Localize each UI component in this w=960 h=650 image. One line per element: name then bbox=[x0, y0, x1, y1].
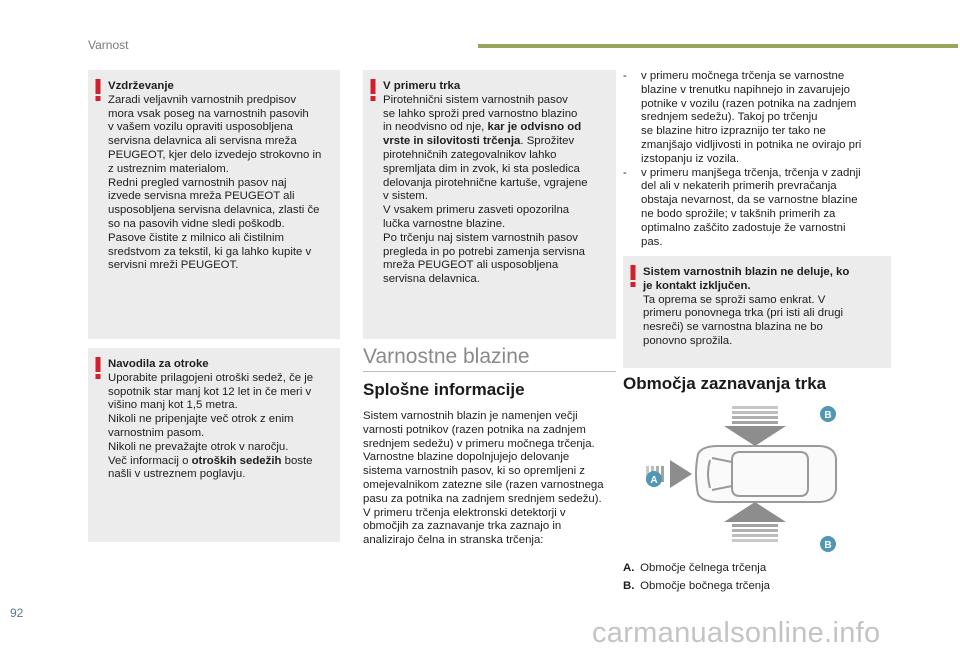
watermark: carmanualsonline.info bbox=[592, 617, 881, 649]
bullet-line: izstopanju iz vozila. bbox=[641, 152, 740, 165]
ignition-line: primeru ponovnega trka (pri isti ali drugi bbox=[643, 307, 844, 320]
bullet-line: v primeru manjšega trčenja, trčenja v zadnji bbox=[641, 166, 861, 179]
bullet-dash: - bbox=[623, 70, 627, 82]
accident-line: se lahko sproži pred varnostno blazino bbox=[383, 107, 578, 120]
children-line: višino manj kot 1,5 metra. bbox=[108, 399, 238, 412]
page-header-title: Varnost bbox=[88, 38, 129, 52]
bullet-item bbox=[623, 70, 893, 167]
text-span: in neodvisno od nje, bbox=[383, 121, 488, 134]
maintenance-line: Zaradi veljavnih varnostnih predpisov bbox=[108, 93, 297, 106]
accident-line: servisna delavnica. bbox=[383, 273, 480, 286]
legend-key: A. bbox=[623, 562, 635, 574]
ignition-line: nesreči) se varnostna blazina ne bo bbox=[643, 321, 823, 334]
body-line: Sistem varnostnih blazin je namenjen večji bbox=[363, 410, 578, 422]
accident-line: pregleda in po potrebi zamenja servisna bbox=[383, 245, 585, 258]
maintenance-line: v vašem vozilu opraviti usposobljena bbox=[108, 121, 293, 134]
body-line: analizirajo čelna in stranska trčenja: bbox=[363, 534, 544, 547]
accident-line bbox=[383, 135, 608, 149]
maintenance-line: Pasove čistite z milnico ali čistilnim bbox=[108, 231, 284, 244]
accident-line: Po trčenju naj sistem varnostnih pasov bbox=[383, 231, 579, 244]
children-line: našli v ustreznem poglavju. bbox=[108, 468, 246, 481]
maintenance-line: servisna delavnica ali servisna mreža bbox=[108, 135, 297, 148]
warning-icon bbox=[95, 79, 101, 101]
bullet-line: ne bodo sprožile; v takšnih primerih za bbox=[641, 207, 836, 220]
accident-line: V vsakem primeru zasveti opozorilna bbox=[383, 204, 570, 217]
maintenance-line: Redni pregled varnostnih pasov naj bbox=[108, 176, 287, 189]
bullet-line: srednjem sedežu). Takoj po trčenju bbox=[641, 111, 818, 124]
maintenance-line: z ustreznim materialom. bbox=[108, 162, 229, 175]
body-line: V primeru trčenja elektronski detektorji v bbox=[363, 506, 566, 519]
children-title: Navodila za otroke bbox=[108, 358, 209, 370]
bullet-line: optimalno zaščito zadostuje že varnostni bbox=[641, 221, 846, 234]
child-seats-link-text: otroških sedežih bbox=[191, 454, 282, 467]
children-line: Uporabite prilagojeni otroški sedež, če je bbox=[108, 371, 314, 384]
airbags-body bbox=[363, 410, 623, 548]
car-top-view-icon bbox=[696, 446, 836, 502]
bullet-line: se blazine hitro izpraznijo ter tako ne bbox=[641, 125, 826, 138]
bullet-line: del ali v nekaterih primerih prevračanja bbox=[641, 180, 837, 193]
zone-marker-b-bottom bbox=[820, 536, 836, 552]
general-info-heading: Splošne informacije bbox=[363, 380, 525, 399]
children-warning-box bbox=[88, 348, 340, 542]
bold-span: vrste in silovitosti trčenja bbox=[383, 135, 521, 148]
maintenance-warning-box bbox=[88, 70, 340, 339]
children-line: sopotnik star manj kot 12 let in če meri v bbox=[108, 385, 312, 398]
legend-item-b bbox=[623, 580, 770, 592]
page-number: 92 bbox=[10, 606, 24, 620]
children-line: Nikoli ne pripenjajte več otrok z enim bbox=[108, 413, 294, 426]
legend-text: Območje čelnega trčenja bbox=[640, 562, 767, 574]
bullet-line: blazine v trenutku napihnejo in zavarujejo bbox=[641, 83, 850, 96]
heading-rule bbox=[363, 371, 616, 372]
body-line: območjih za zaznavanje trka zaznajo in bbox=[363, 520, 562, 533]
body-line: sistema varnostnih pasov, ki so opremljeni z bbox=[363, 465, 585, 478]
maintenance-line: usposobljena servisna delavnica, zlasti če bbox=[108, 204, 320, 217]
marker-label: A bbox=[650, 475, 658, 486]
children-line: varnostnim pasom. bbox=[108, 426, 205, 439]
crash-detection-diagram bbox=[640, 402, 840, 554]
maintenance-line: mora vsak poseg na varnostnih pasovih bbox=[108, 107, 309, 120]
maintenance-line: PEUGEOT, kjer delo izvedejo strokovno in bbox=[108, 148, 322, 161]
warning-icon bbox=[95, 357, 101, 379]
body-line: srednjem sedežu) v primeru močnega trčenja. bbox=[363, 437, 595, 450]
body-line: pasu za potnika na zadnjem srednjem sedežu). bbox=[363, 492, 602, 505]
children-line: Nikoli ne prevažajte otrok v naročju. bbox=[108, 440, 289, 453]
bullet-line: obstaja nevarnost, da se varnostne blazine bbox=[641, 194, 858, 207]
accident-line bbox=[383, 121, 608, 135]
children-line-more-info bbox=[108, 455, 332, 469]
accident-line: spremljata dim in zvok, ki sta posledica bbox=[383, 162, 580, 175]
legend-text: Območje bočnega trčenja bbox=[640, 580, 770, 592]
legend-item-a bbox=[623, 562, 766, 574]
warning-icon bbox=[370, 79, 376, 101]
bold-span: kar je odvisno od bbox=[487, 121, 582, 134]
body-line: omejevalnikom zatezne sile (razen varnostnega bbox=[363, 478, 604, 491]
legend-key: B. bbox=[623, 580, 635, 592]
text-span: Več informacij o bbox=[108, 454, 192, 467]
zone-marker-a bbox=[646, 471, 662, 487]
accident-warning-box bbox=[363, 70, 616, 339]
maintenance-line: izvede servisna mreža PEUGEOT ali bbox=[108, 190, 295, 203]
warning-icon bbox=[630, 265, 636, 287]
accident-line: delovanja pirotehnične kartuše, vgrajene bbox=[383, 176, 588, 189]
text-span: . Sprožitev bbox=[520, 135, 575, 148]
maintenance-line: servisni mreži PEUGEOT. bbox=[108, 259, 239, 272]
header-rule bbox=[478, 44, 958, 48]
ignition-title: Sistem varnostnih blazin ne deluje, ko bbox=[643, 266, 850, 278]
accident-line: v sistem. bbox=[383, 190, 428, 203]
bullet-line: pas. bbox=[641, 235, 663, 248]
text-span: boste bbox=[281, 454, 313, 467]
bullet-dash: - bbox=[623, 166, 627, 179]
bullet-list bbox=[623, 70, 893, 249]
accident-title: V primeru trka bbox=[383, 80, 461, 92]
ignition-line: ponovno sprožila. bbox=[643, 334, 733, 347]
body-line: varnosti potnikov (razen potnika na zadnjem bbox=[363, 423, 586, 436]
accident-line: Pirotehnični sistem varnostnih pasov bbox=[383, 93, 568, 106]
ignition-line: Ta oprema se sproži samo enkrat. V bbox=[643, 293, 826, 306]
zone-marker-b-top bbox=[820, 406, 836, 422]
marker-label: B bbox=[824, 540, 832, 551]
airbags-heading: Varnostne blazine bbox=[363, 345, 530, 368]
maintenance-line: so na pasovih vidne sledi poškodb. bbox=[108, 217, 285, 230]
detection-zones-heading: Območja zaznavanja trka bbox=[623, 374, 827, 393]
side-impact-arrow-top bbox=[724, 406, 786, 446]
bullet-line: zmanjšajo vidljivosti in potnika ne ovirajo pri bbox=[641, 138, 862, 151]
marker-label: B bbox=[824, 410, 832, 421]
bullet-item bbox=[623, 167, 893, 250]
bullet-line: potnike v vozilu (razen potnika na zadnjem bbox=[641, 97, 857, 110]
maintenance-title: Vzdrževanje bbox=[108, 80, 174, 92]
ignition-warning-box bbox=[623, 256, 891, 368]
body-line: Varnostne blazine dopolnjujejo delovanje bbox=[363, 451, 570, 464]
accident-line: lučka varnostne blazine. bbox=[383, 217, 506, 230]
maintenance-line: sredstvom za tekstil, ki ga lahko kupite v bbox=[108, 245, 312, 258]
side-impact-arrow-bottom bbox=[724, 502, 786, 542]
accident-line: pirotehničnih zategovalnikov lahko bbox=[383, 148, 557, 161]
accident-line: mreža PEUGEOT ali usposobljena bbox=[383, 259, 559, 272]
bullet-line: v primeru močnega trčenja se varnostne bbox=[641, 70, 845, 82]
ignition-title: je kontakt izključen. bbox=[643, 279, 751, 292]
